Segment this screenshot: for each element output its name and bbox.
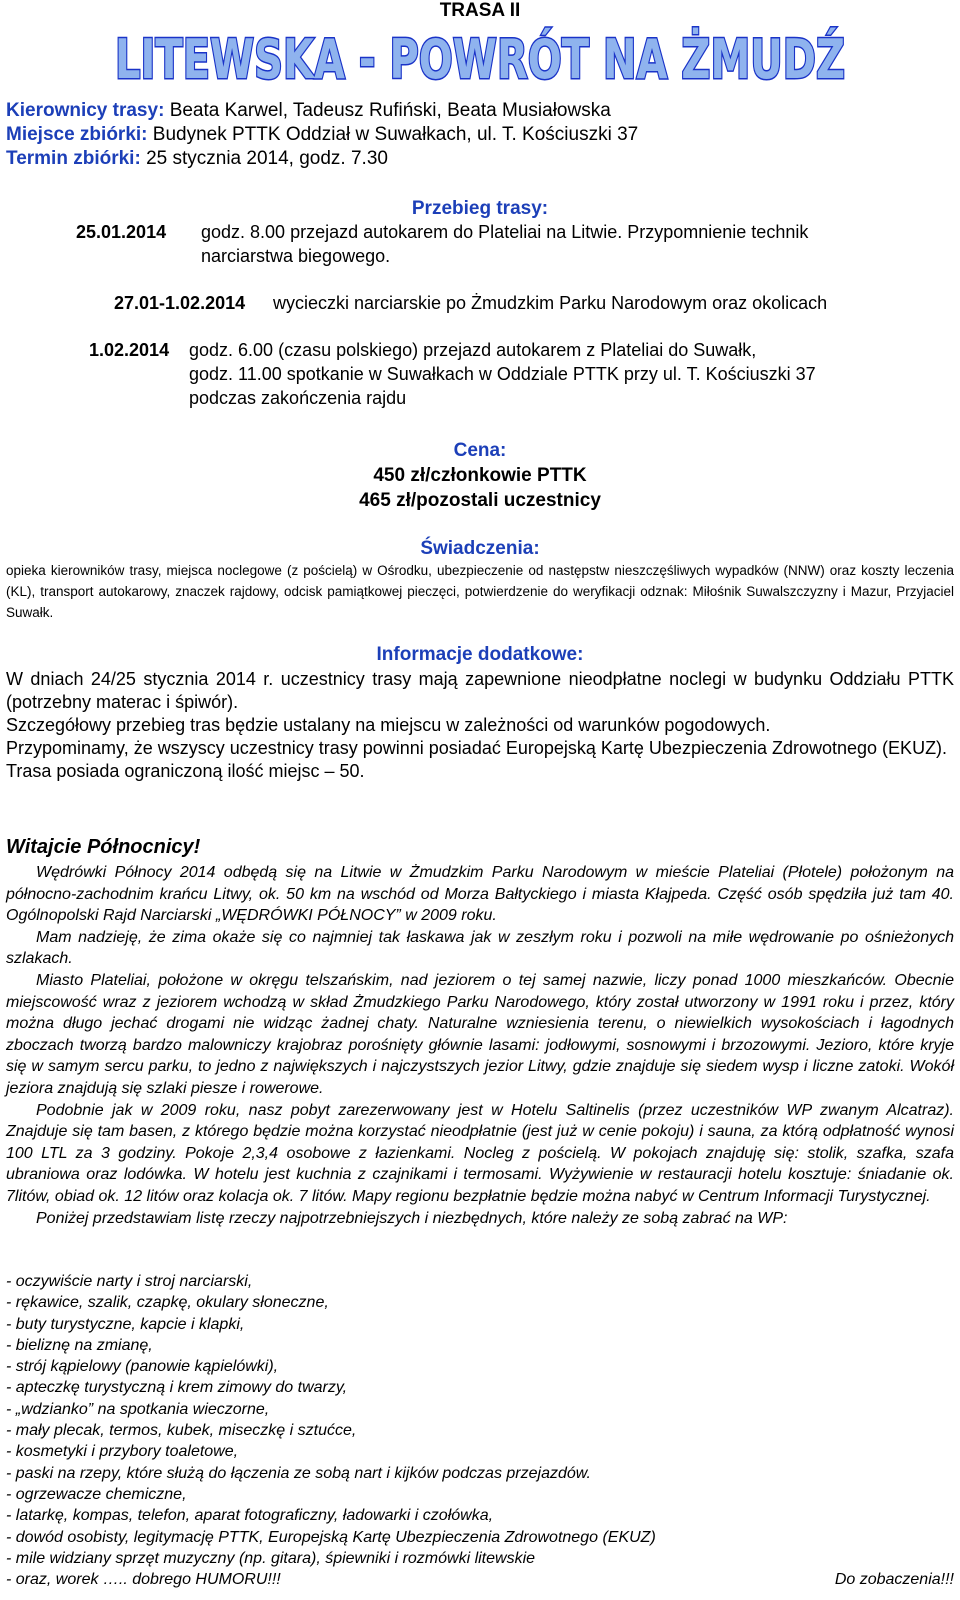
list-item: - mile widziany sprzęt muzyczny (np. gitara), śpiewniki i rozmówki litewskie bbox=[6, 1549, 536, 1567]
additional-title: Informacje dodatkowe: bbox=[376, 644, 584, 665]
welcome-paragraph-2: Mam nadzieję, że zima okaże się co najmniej tak łaskawa jak w zeszłym roku i pozwoli na miłe wędrowanie po ośnieżonych szlakach. bbox=[6, 928, 954, 968]
welcome-paragraph-3: Miasto Plateliai, położone w okręgu telszańskim, nad jeziorem o tej samej nazwie, liczy ponad 1000 mieszkańców. Obecnie miejscowość wraz z jeziorem wchodzą w skład Żmudzkiego Parku Narodowego, który został utworzony w 1991 roku i przez, który można długo jechać drogami nie widząc żadnej chaty. Naturalne wzniesienia terenu, o niewielkich wysokościach i łagodnych zboczach tworzą bardzo malowniczy krajobraz porośnięty głównie lasami: jodłowymi, sosnowymi i brzozowymi. Jezioro, które kryje się w samym sercu parku, to jedno z największych i najczystszych jezior Litwy, gdzie znajduje się siedem wysp i liczne zatoki. Wokół jeziora znajdują się szlaki piesze i rowerowe. bbox=[6, 971, 954, 1097]
list-item: - „wdzianko” na spotkania wieczorne, bbox=[6, 1400, 270, 1418]
time-value: 25 stycznia 2014, godz. 7.30 bbox=[146, 148, 388, 169]
additional-info bbox=[6, 668, 954, 783]
leaders-line bbox=[6, 100, 611, 122]
itinerary-text-2: wycieczki narciarskie po Żmudzkim Parku Narodowym oraz okolicach bbox=[273, 293, 828, 313]
list-item: - mały plecak, termos, kubek, miseczkę i sztućce, bbox=[6, 1422, 357, 1440]
welcome-paragraph-4: Podobnie jak w 2009 roku, nasz pobyt zarezerwowany jest w Hotelu Saltinelis (przez uczestników WP zwanym Alcatraz). Znajduje się tam basen, z którego będzie można korzystać nieodpłatnie (jest już w cenie pokoju) i sauna, za którą odpłatność wynosi 100 LTL za 3 godziny. Pokoje 2,3,4 osobowe z łazienkami. Nocleg z pościelą. W pokojach znajduję się: stolik, szafka, szafa ubraniowa oraz lodówka. W hotelu jest kuchnia z czajnikami i termosami. Wyżywienie w restauracji hotelu kosztuje: śniadanie ok. 7litów, obiad ok. 12 litów oraz kolacja ok. 7 litów. Mapy regionu bezpłatnie będzie można nabyć w Centrum Informacji Turystycznej. bbox=[6, 1101, 954, 1205]
main-title-graphic bbox=[0, 26, 960, 88]
place-value: Budynek PTTK Oddział w Suwałkach, ul. T. Kościuszki 37 bbox=[152, 124, 639, 145]
itinerary-text-3b: godz. 11.00 spotkanie w Suwałkach w Oddziale PTTK przy ul. T. Kościuszki 37 bbox=[189, 364, 816, 384]
list-item: - apteczkę turystyczną i krem zimowy do twarzy, bbox=[6, 1379, 348, 1397]
final-humor-line: - oraz, worek ….. dobrego HUMORU!!! bbox=[6, 1571, 281, 1589]
welcome-paragraph-5: Poniżej przedstawiam listę rzeczy najpotrzebniejszych i niezbędnych, które należy ze sobą zabrać na WP: bbox=[36, 1209, 788, 1227]
benefits-title: Świadczenia: bbox=[420, 538, 540, 559]
main-title bbox=[0, 26, 960, 86]
list-item: - oczywiście narty i stroj narciarski, bbox=[6, 1273, 253, 1290]
itinerary-date-1: 25.01.2014 bbox=[76, 222, 167, 242]
list-item: - paski na rzepy, które służą do łączenia ze sobą nart i kijków podczas przejazdów. bbox=[6, 1464, 591, 1482]
route-number: TRASA II bbox=[439, 0, 521, 21]
leaders-label: Kierownicy trasy: bbox=[6, 100, 165, 121]
welcome-title: Witajcie Północnicy! bbox=[6, 836, 201, 858]
price-others: 465 zł/pozostali uczestnicy bbox=[359, 490, 601, 511]
list-item: - buty turystyczne, kapcie i klapki, bbox=[6, 1315, 245, 1333]
place-line bbox=[6, 124, 638, 146]
itinerary-text-1b: narciarstwa biegowego. bbox=[201, 246, 391, 266]
list-item: - latarkę, kompas, telefon, aparat fotograficzny, ładowarki i czołówka, bbox=[6, 1507, 494, 1525]
leaders-value: Beata Karwel, Tadeusz Rufiński, Beata Musiałowska bbox=[169, 100, 611, 121]
welcome-text bbox=[6, 862, 954, 1229]
itinerary-text-1a: godz. 8.00 przejazd autokarem do Plateliai na Litwie. Przypomnienie technik bbox=[201, 222, 809, 242]
additional-line-4: Trasa posiada ograniczoną ilość miejsc – 50. bbox=[6, 761, 365, 781]
additional-line-3: Przypominamy, że wszyscy uczestnicy trasy powinni posiadać Europejską Kartę Ubezpieczenia Zdrowotnego (EKUZ). bbox=[6, 738, 948, 758]
additional-line-1: W dniach 24/25 stycznia 2014 r. uczestnicy trasy mają zapewnione nieodpłatne noclegi w budynku Oddziału PTTK (potrzebny materac i śpiwór). bbox=[6, 669, 954, 712]
list-item: - strój kąpielowy (panowie kąpielówki), bbox=[6, 1358, 279, 1376]
itinerary-date-2: 27.01-1.02.2014 bbox=[114, 293, 246, 313]
main-title-text: LITEWSKA - POWRÓT NA ŻMUDŹ bbox=[115, 28, 845, 88]
price-title: Cena: bbox=[453, 440, 507, 461]
time-label: Termin zbiórki: bbox=[6, 148, 141, 169]
see-you-text: Do zobaczenia!!! bbox=[834, 1571, 954, 1589]
price-members: 450 zł/członkowie PTTK bbox=[373, 465, 587, 486]
list-item: - ogrzewacze chemiczne, bbox=[6, 1485, 187, 1503]
additional-line-2: Szczegółowy przebieg tras będzie ustalany na miejscu w zależności od warunków pogodowych. bbox=[6, 715, 771, 735]
itinerary-text-3c: podczas zakończenia rajdu bbox=[189, 388, 407, 408]
list-item: - rękawice, szalik, czapkę, okulary słoneczne, bbox=[6, 1294, 329, 1312]
itinerary-text-3a: godz. 6.00 (czasu polskiego) przejazd autokarem z Plateliai do Suwałk, bbox=[189, 340, 757, 360]
packing-list bbox=[6, 1271, 954, 1590]
final-row bbox=[6, 1569, 954, 1590]
benefits-text: opieka kierowników trasy, miejsca noclegowe (z pościelą) w Ośrodku, ubezpieczenie od następstw nieszczęśliwych wypadków (NNW) oraz koszty leczenia (KL), transport autokarowy, znaczek rajdowy, odcisk pamiątkowej pieczęci, potwierdzenie do weryfikacji odznak: Miłośnik Suwalszczyzny i Mazur, Przyjaciel Suwałk. bbox=[6, 563, 954, 620]
list-item: - dowód osobisty, legitymację PTTK, Europejską Kartę Ubezpieczenia Zdrowotnego (EKUZ) bbox=[6, 1528, 656, 1546]
itinerary-title: Przebieg trasy: bbox=[411, 198, 549, 219]
place-label: Miejsce zbiórki: bbox=[6, 124, 148, 145]
list-item: - kosmetyki i przybory toaletowe, bbox=[6, 1443, 239, 1461]
itinerary-date-3: 1.02.2014 bbox=[89, 340, 170, 360]
time-line bbox=[6, 148, 388, 170]
welcome-paragraph-1: Wędrówki Północy 2014 odbędą się na Litwie w Żmudzkim Parku Narodowym w mieście Plateliai (Płotele) położonym na północno-zachodnim krańcu Litwy, ok. 50 km na wschód od Morza Bałtyckiego i miasta Kłajpeda. Część osób spędziła już tam 40. Ogólnopolski Rajd Narciarski „WĘDRÓWKI PÓŁNOCY” w 2009 roku. bbox=[6, 864, 954, 925]
list-item: - bieliznę na zmianę, bbox=[6, 1336, 153, 1354]
